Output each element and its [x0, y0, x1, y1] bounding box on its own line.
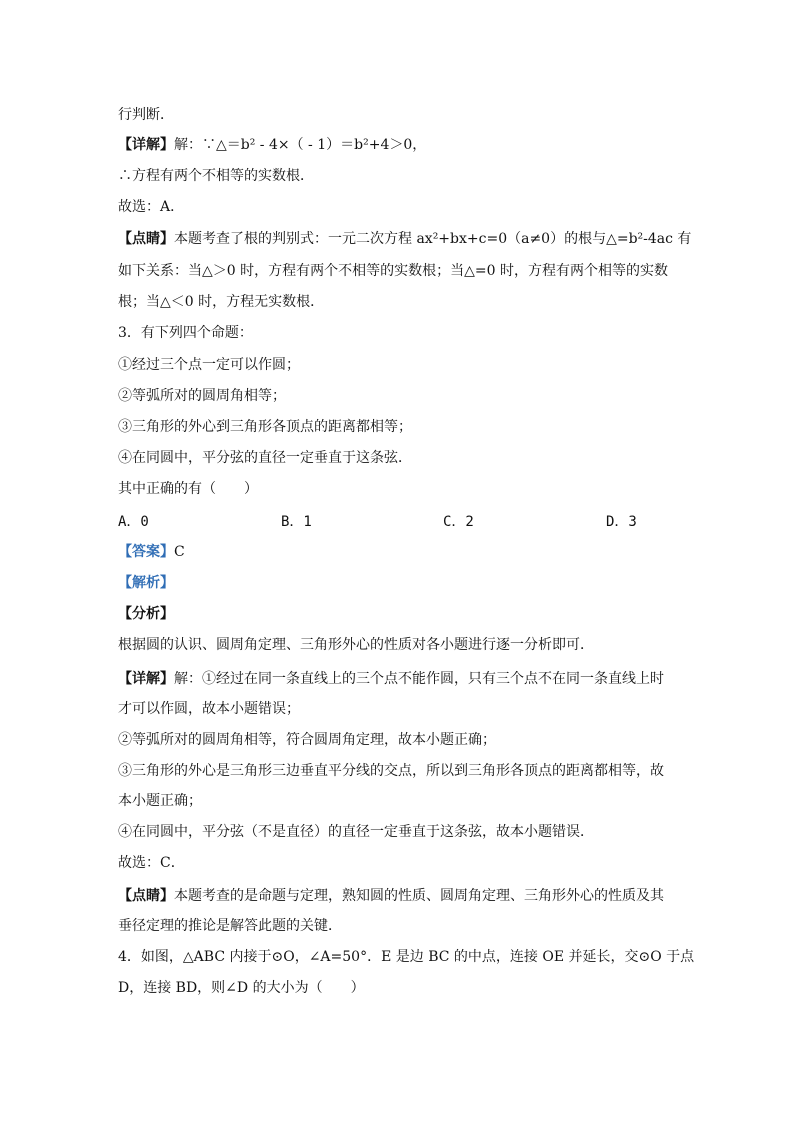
text-line: 本小题正确；	[118, 793, 202, 809]
question-4-stem: 4．如图，△ABC 内接于⊙O，∠A=50°．E 是边 BC 的中点，连接 OE 并延长，交⊙O 于点	[118, 949, 695, 965]
text-line: ④在同圆中，平分弦（不是直径）的直径一定垂直于这条弦，故本小题错误．	[118, 824, 594, 840]
text-line: 垂径定理的推论是解答此题的关键．	[118, 918, 342, 934]
text-line: 【详解】解：①经过在同一条直线上的三个点不能作圆，只有三个点不在同一条直线上时	[118, 671, 664, 687]
text-line: 【详解】解：∵△＝b² - 4×（ - 1）＝b²+4＞0，	[118, 137, 427, 153]
text-line: 行判断．	[118, 107, 174, 123]
proposition-3: ③三角形的外心到三角形各顶点的距离都相等；	[118, 419, 412, 435]
option-d: D．3	[606, 514, 637, 530]
text-line: ③三角形的外心是三角形三边垂直平分线的交点，所以到三角形各顶点的距离都相等，故	[118, 763, 664, 779]
section-tag: 【点睛】	[118, 888, 174, 904]
text-line: ②等弧所对的圆周角相等，符合圆周角定理，故本小题正确；	[118, 732, 496, 748]
proposition-2: ②等弧所对的圆周角相等；	[118, 388, 286, 404]
text-line: 根；当△＜0 时，方程无实数根．	[118, 294, 325, 310]
section-tag: 【点睛】	[118, 231, 174, 247]
section-tag: 【详解】	[118, 137, 174, 153]
text-line: 故选：A．	[118, 199, 185, 215]
option-b: B．1	[281, 514, 312, 530]
answer-value: C	[174, 544, 185, 560]
text-line: 如下关系：当△＞0 时，方程有两个不相等的实数根；当△=0 时，方程有两个相等的实数	[118, 263, 668, 279]
question-4-prompt: D，连接 BD，则∠D 的大小为（ ）	[118, 980, 365, 996]
question-3-prompt: 其中正确的有（ ）	[118, 481, 258, 497]
section-tag: 【分析】	[118, 606, 174, 622]
text-line: 【点睛】本题考查了根的判别式：一元二次方程 ax²+bx+c=0（a≠0）的根与△=b²-4ac 有	[118, 231, 692, 247]
proposition-4: ④在同圆中，平分弦的直径一定垂直于这条弦．	[118, 450, 412, 466]
proposition-1: ①经过三个点一定可以作圆；	[118, 357, 300, 373]
analysis-tag: 【解析】	[118, 575, 174, 591]
text-line: 【点睛】本题考查的是命题与定理，熟知圆的性质、圆周角定理、三角形外心的性质及其	[118, 888, 664, 904]
text-line: 才可以作圆，故本小题错误；	[118, 701, 300, 717]
text-line	[118, 605, 174, 623]
option-a: A．0	[118, 514, 149, 530]
answer-line	[118, 543, 185, 561]
text-line: 根据圆的认识、圆周角定理、三角形外心的性质对各小题进行逐一分析即可．	[118, 637, 594, 653]
text-line: 故选：C．	[118, 855, 185, 871]
question-3-stem: 3．有下列四个命题：	[118, 325, 253, 341]
option-c: C．2	[443, 514, 474, 530]
text-line: ∴方程有两个不相等的实数根．	[118, 168, 314, 184]
answer-tag: 【答案】	[118, 544, 174, 560]
section-tag: 【详解】	[118, 671, 174, 687]
